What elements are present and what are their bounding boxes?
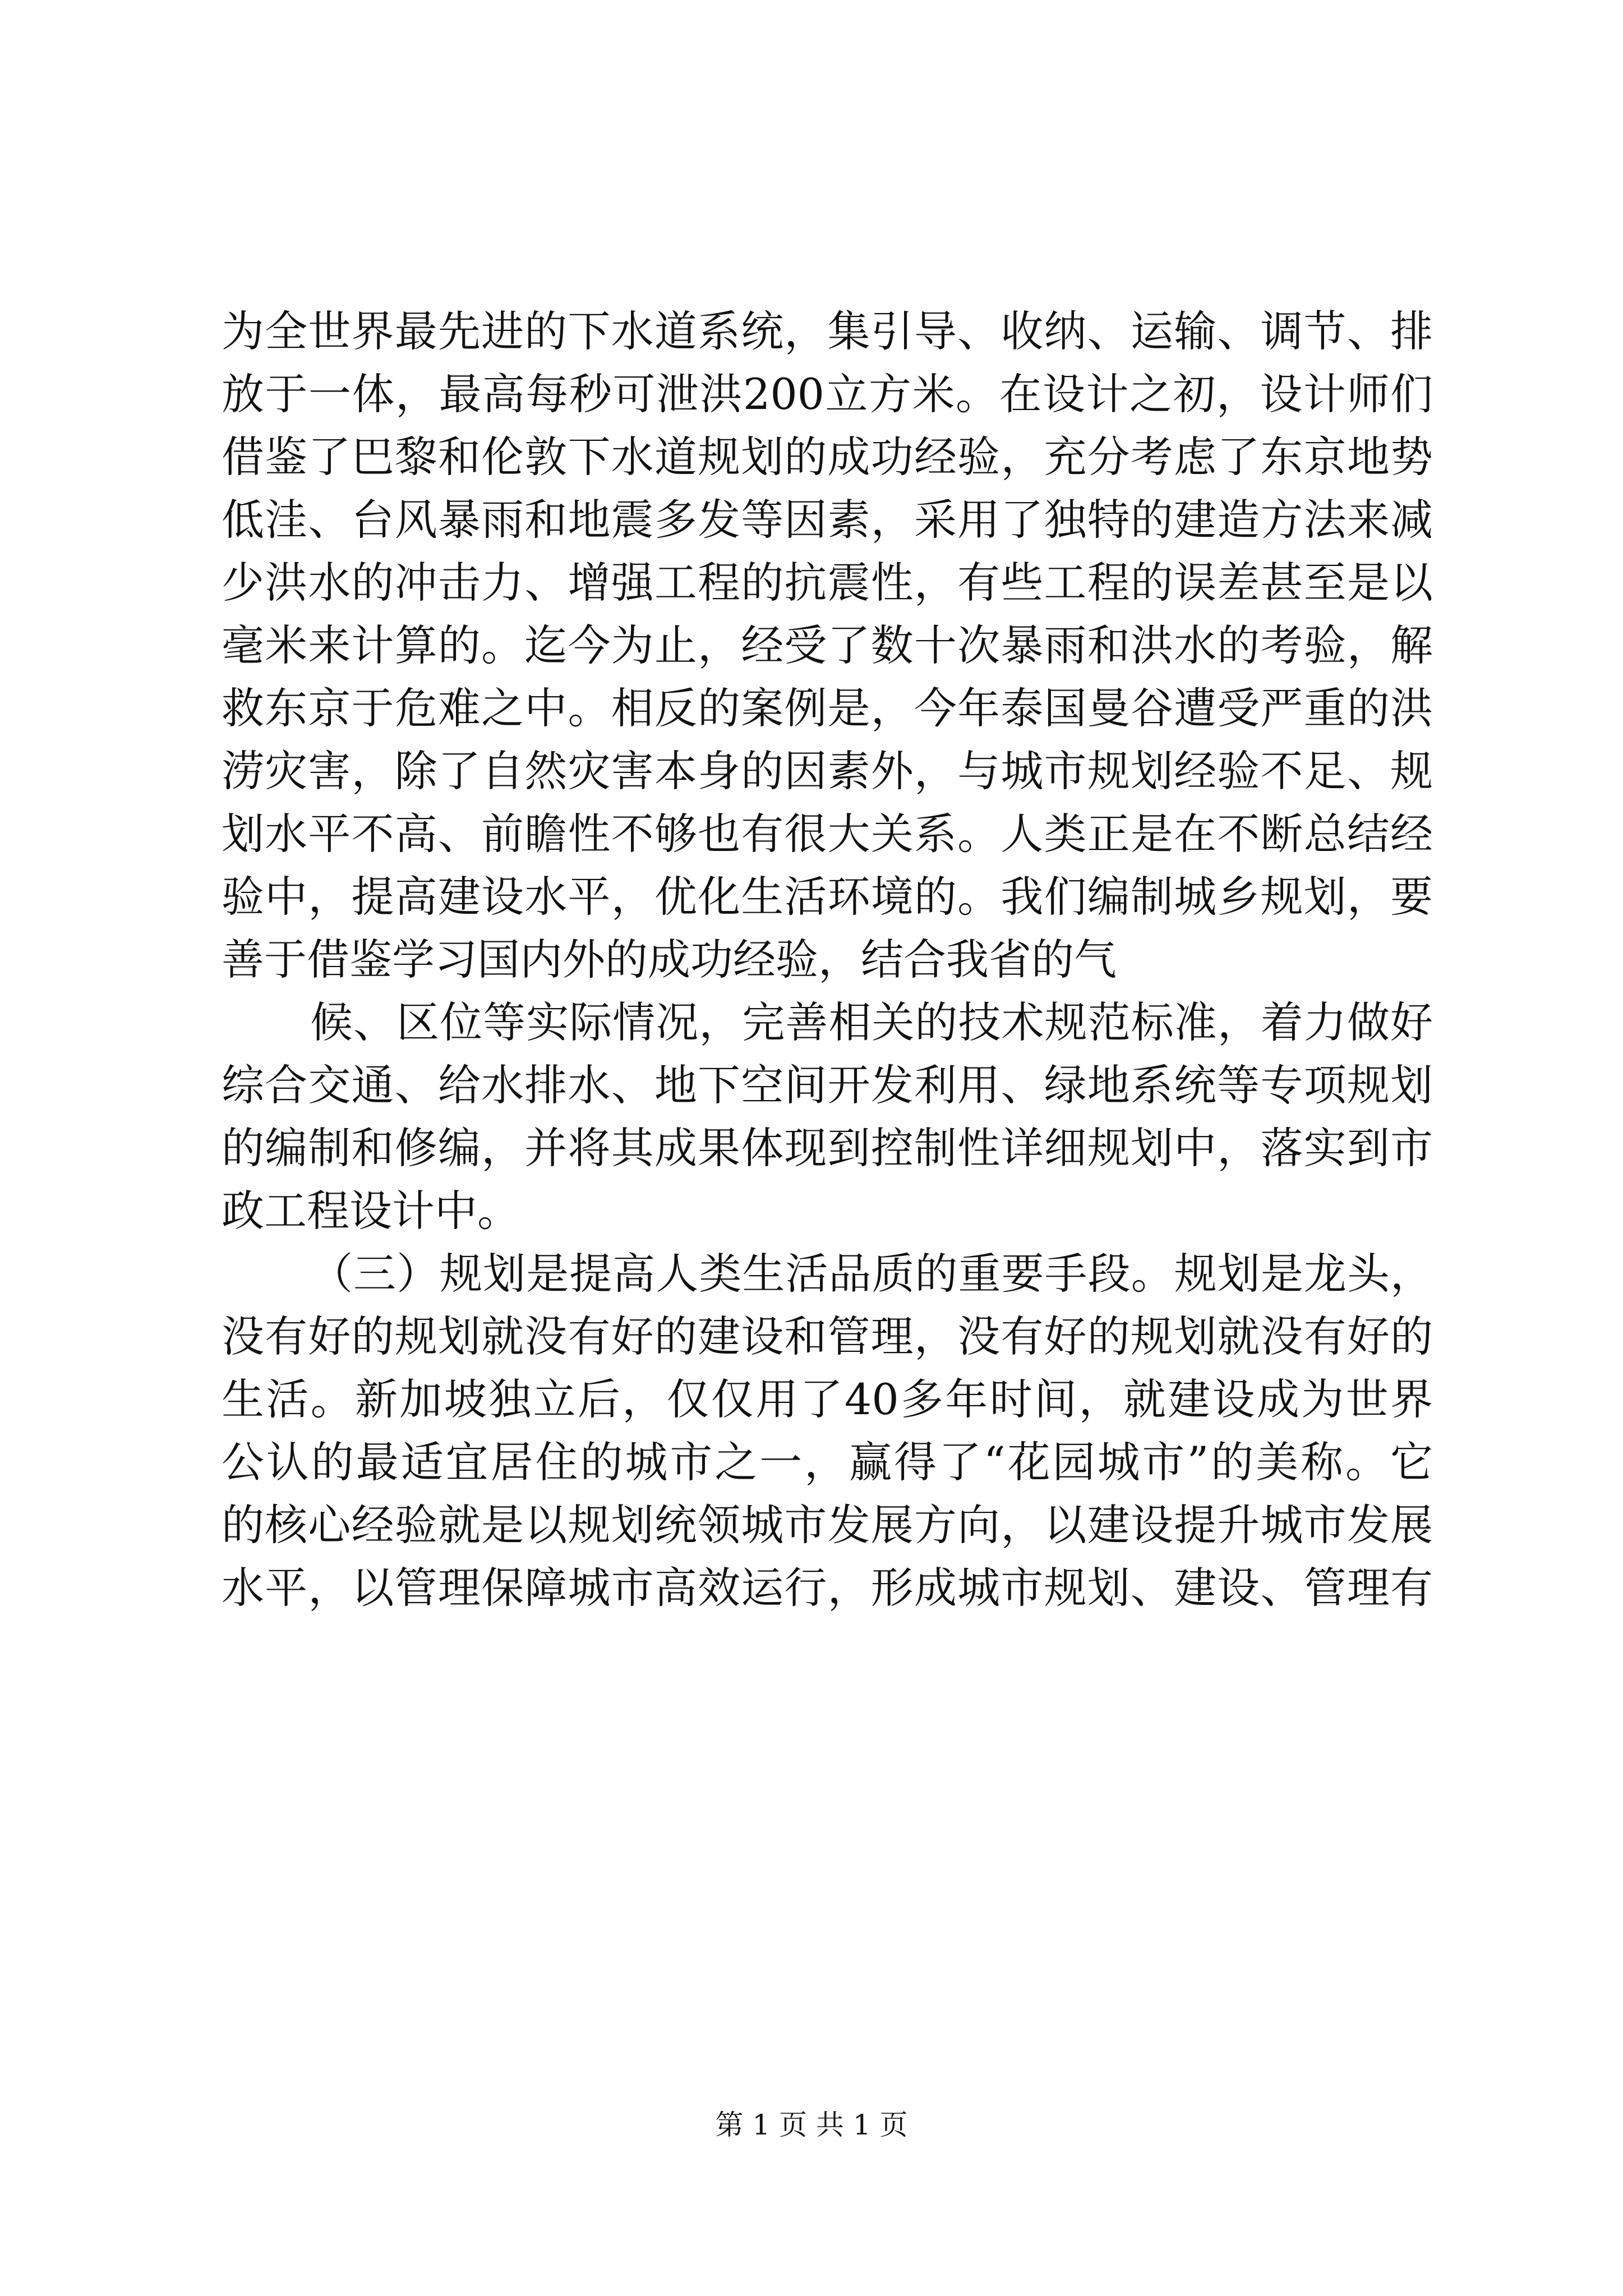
text-line: 涝灾害，除了自然灾害本身的因素外，与城市规划经验不足、规 (222, 746, 1433, 796)
text-line: 毫米来计算的。迄今为止，经受了数十次暴雨和洪水的考验，解 (222, 620, 1433, 670)
text-line: 综合交通、给水排水、地下空间开发利用、绿地系统等专项规划 (222, 1060, 1433, 1110)
text-line: 善于借鉴学习国内外的成功经验，结合我省的气 (222, 935, 1117, 984)
text-line: 水平，以管理保障城市高效运行，形成城市规划、建设、管理有 (222, 1563, 1433, 1613)
text-line: 低洼、台风暴雨和地震多发等因素，采用了独特的建造方法来减 (222, 495, 1433, 545)
text-line: 候、区位等实际情况，完善相关的技术规范标准，着力做好 (310, 997, 1433, 1047)
text-line: 划水平不高、前瞻性不够也有很大关系。人类正是在不断总结经 (222, 809, 1433, 859)
text-line: 借鉴了巴黎和伦敦下水道规划的成功经验，充分考虑了东京地势 (222, 432, 1433, 482)
text-line: 没有好的规划就没有好的建设和管理，没有好的规划就没有好的 (222, 1312, 1433, 1361)
text-line: 的核心经验就是以规划统领城市发展方向，以建设提升城市发展 (222, 1500, 1433, 1550)
text-line: 验中，提高建设水平，优化生活环境的。我们编制城乡规划，要 (222, 872, 1433, 922)
body-text (222, 300, 1433, 1619)
text-line: （三）规划是提高人类生活品质的重要手段。规划是龙头， (310, 1249, 1433, 1299)
text-line: 政工程设计中。 (222, 1186, 520, 1236)
text-line: 放于一体，最高每秒可泄洪200立方米。在设计之初，设计师们 (222, 369, 1433, 419)
text-line: 的编制和修编，并将其成果体现到控制性详细规划中，落实到市 (222, 1123, 1433, 1173)
page-footer (0, 2108, 1623, 2142)
text-line: 公认的最适宜居住的城市之一，赢得了“花园城市”的美称。它 (222, 1437, 1433, 1487)
text-line: 少洪水的冲击力、增强工程的抗震性，有些工程的误差甚至是以 (222, 558, 1433, 608)
text-line: 为全世界最先进的下水道系统，集引导、收纳、运输、调节、排 (222, 306, 1433, 356)
text-line: 救东京于危难之中。相反的案例是，今年泰国曼谷遭受严重的洪 (222, 683, 1433, 733)
text-line: 生活。新加坡独立后，仅仅用了40多年时间，就建设成为世界 (222, 1374, 1433, 1424)
page-number: 第 1 页 共 1 页 (715, 2109, 908, 2141)
